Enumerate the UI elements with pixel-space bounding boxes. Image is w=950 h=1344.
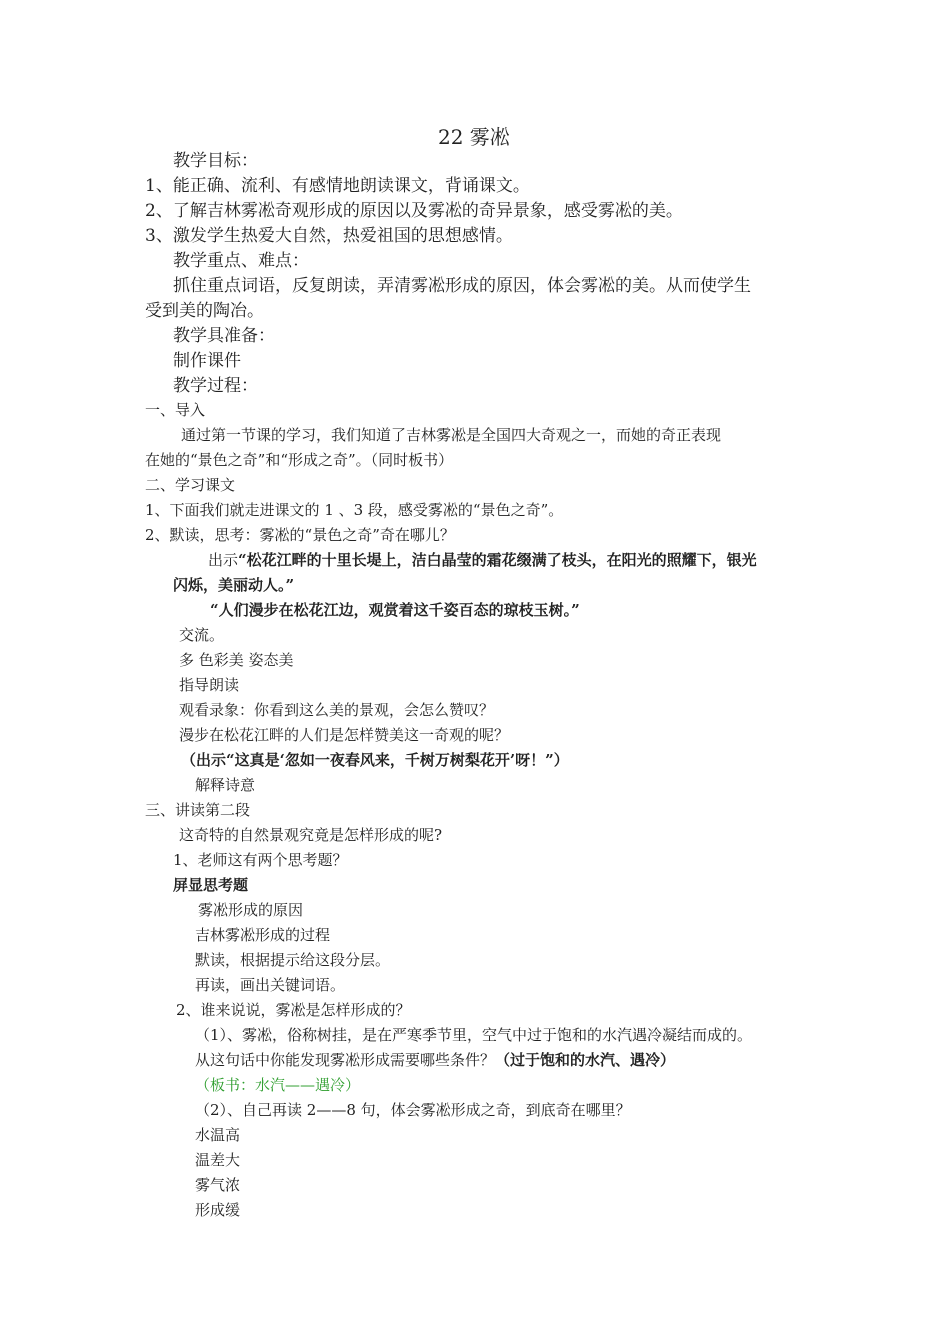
body-text: 雾凇形成的原因 bbox=[198, 901, 304, 919]
answer-text: （过于饱和的水汽、遇冷） bbox=[495, 1051, 676, 1069]
condition-item: 温差大 bbox=[195, 1151, 241, 1169]
document-title: 22 雾凇 bbox=[438, 125, 510, 149]
body-text: 1、老师这有两个思考题？ bbox=[173, 851, 348, 869]
condition-item: 形成缓 bbox=[195, 1201, 241, 1219]
quote-text: “人们漫步在松花江边，观赏着这千姿百态的琼枝玉树。” bbox=[210, 601, 580, 619]
list-item: 1、下面我们就走进课文的 1 、3 段，感受雾凇的“景色之奇”。 bbox=[145, 501, 564, 519]
show-quote-line bbox=[208, 553, 757, 568]
objectives-heading: 教学目标： bbox=[173, 151, 258, 171]
body-text: 漫步在松花江畔的人们是怎样赞美这一奇观的呢？ bbox=[179, 726, 510, 744]
section-heading: 二、学习课文 bbox=[145, 476, 236, 494]
body-text: 2、谁来说说，雾凇是怎样形成的？ bbox=[176, 1001, 411, 1019]
poem-quote: （出示“这真是‘忽如一夜春风来，千树万树梨花开’呀！”） bbox=[181, 751, 569, 769]
section-heading: 一、导入 bbox=[145, 401, 206, 419]
key-points-text: 抓住重点词语，反复朗读，弄清雾凇形成的原因，体会雾凇的美。从而使学生 bbox=[173, 276, 751, 296]
body-text: （2）、自己再读 2——8 句，体会雾凇形成之奇，到底奇在哪里？ bbox=[195, 1101, 631, 1119]
question-text: 从这句话中你能发现雾凇形成需要哪些条件？ bbox=[195, 1051, 496, 1069]
section-text: 通过第一节课的学习，我们知道了吉林雾凇是全国四大奇观之一，而她的奇正表现 bbox=[181, 426, 722, 444]
key-points-text: 受到美的陶冶。 bbox=[145, 301, 264, 321]
body-text: 这奇特的自然景观究竟是怎样形成的呢? bbox=[179, 826, 443, 844]
preparation-item: 制作课件 bbox=[173, 351, 241, 371]
list-item: 2、默读，思考：雾凇的“景色之奇”奇在哪儿？ bbox=[145, 526, 455, 544]
body-text: 多 色彩美 姿态美 bbox=[179, 651, 294, 669]
quote-text: “松花江畔的十里长堤上，洁白晶莹的霜花缀满了枝头，在阳光的照耀下，银光 bbox=[238, 551, 757, 569]
body-text: 解释诗意 bbox=[195, 776, 256, 794]
body-text: 交流。 bbox=[179, 626, 225, 644]
screen-heading: 屏显思考题 bbox=[173, 876, 249, 894]
body-text: （1）、雾凇，俗称树挂，是在严寒季节里，空气中过于饱和的水汽遇冷凝结而成的。 bbox=[195, 1026, 753, 1044]
quote-text: 闪烁，美丽动人。” bbox=[173, 576, 295, 594]
objective-item: 1、能正确、流利、有感情地朗读课文，背诵课文。 bbox=[145, 176, 530, 196]
show-prefix: 出示 bbox=[208, 551, 239, 569]
process-heading: 教学过程： bbox=[173, 376, 258, 396]
body-text: 观看录象：你看到这么美的景观，会怎么赞叹？ bbox=[179, 701, 495, 719]
body-text: 默读，根据提示给这段分层。 bbox=[195, 951, 391, 969]
condition-item: 水温高 bbox=[195, 1126, 241, 1144]
body-text bbox=[195, 1053, 675, 1068]
condition-item: 雾气浓 bbox=[195, 1176, 241, 1194]
key-points-heading: 教学重点、难点： bbox=[173, 251, 309, 271]
objective-item: 2、了解吉林雾凇奇观形成的原因以及雾凇的奇异景象，感受雾凇的美。 bbox=[145, 201, 683, 221]
objective-item: 3、激发学生热爱大自然，热爱祖国的思想感情。 bbox=[145, 226, 513, 246]
section-heading: 三、讲读第二段 bbox=[145, 801, 251, 819]
section-text: 在她的“景色之奇”和“形成之奇”。（同时板书） bbox=[145, 451, 454, 469]
preparation-heading: 教学具准备： bbox=[173, 326, 275, 346]
board-note: （板书：水汽——遇冷） bbox=[195, 1076, 361, 1094]
body-text: 指导朗读 bbox=[179, 676, 240, 694]
body-text: 再读，画出关键词语。 bbox=[195, 976, 346, 994]
body-text: 吉林雾凇形成的过程 bbox=[195, 926, 331, 944]
